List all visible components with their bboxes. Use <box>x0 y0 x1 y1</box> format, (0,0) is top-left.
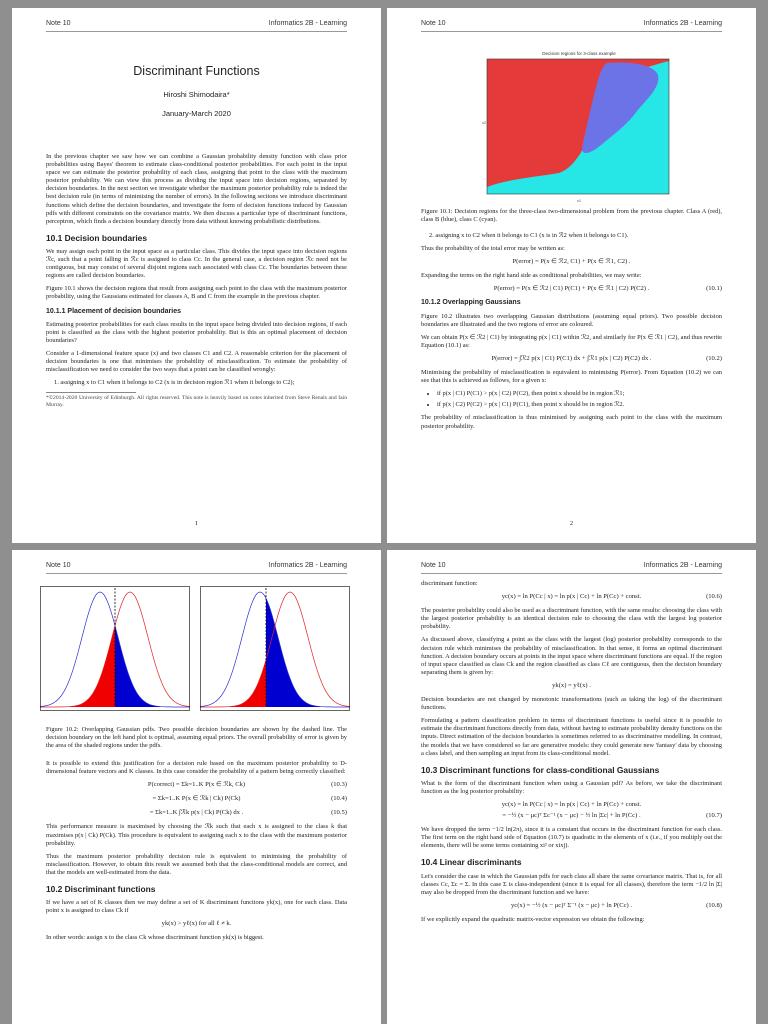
equation-10-2 <box>421 355 722 363</box>
paragraph: What is the form of the discriminant function when using a Gaussian pdf? As before, we take the discriminant function as the log posterior probability: <box>421 779 722 795</box>
equation-10-1 <box>421 285 722 293</box>
header-rule <box>421 573 722 574</box>
list-item: 1. assigning x to C1 when it belongs to C2 (x is in decision region ℛ1 when it belongs to C2); <box>54 379 295 387</box>
header-course: Informatics 2B - Learning <box>643 562 722 569</box>
paragraph: Consider a 1-dimensional feature space (x) and two classes C1 and C2. A reasonable criterion for the placement of decision boundaries is one that minimises the probability of misclassification. To estimate the probability of misclassification we need to consider the two ways that a point can be classified wrongly: <box>46 349 347 374</box>
section-heading: 10.4 Linear discriminants <box>421 857 522 868</box>
header-note: Note 10 <box>421 20 446 27</box>
section-heading: 10.2 Discriminant functions <box>46 884 156 895</box>
page-3 <box>12 550 381 1024</box>
page-header <box>421 20 722 32</box>
page-4-body <box>421 580 722 929</box>
paragraph: Let's consider the case in which the Gaussian pdfs for each class all share the same covariance matrix. That is, for all classes Cc, Σc = Σ. In this case Σ is class-independent (since it is equal for all classes), therefore the term −1/2 ln |Σ| may also be dropped from the discriminant function and we have: <box>421 872 722 896</box>
error-region-red <box>200 660 266 707</box>
paragraph: Decision boundaries are not changed by monotonic transformations (such as taking the log) of the discriminant functions. <box>421 696 722 712</box>
paragraph: We can obtain P(x ∈ ℛ2 | C1) by integrating p(x | C1) within ℛ2, and similarly for P(x ∈ ℛ1 | C2), and thus rewrite Equation (10.1) as: <box>421 333 722 349</box>
decision-regions-figure <box>479 44 679 204</box>
equation-number: (10.2) <box>706 354 722 362</box>
header-note: Note 10 <box>421 562 446 569</box>
page-2-body <box>421 208 722 436</box>
equation-body: yk(x) > yℓ(x) for all ℓ ≠ k. <box>161 920 232 928</box>
author: Hiroshi Shimodaira* <box>163 90 230 99</box>
paragraph: This performance measure is maximised by choosing the ℛk such that each x is assigned to the class k that maximises p(x | Ck) P(Ck). This procedure is equivalent to assigning each x to the class with the maximum posterior probability. <box>46 823 347 847</box>
date: January-March 2020 <box>162 109 231 118</box>
paragraph: We have dropped the term −1/2 ln(2π), since it is a constant that occurs in the discriminant function for each class. The first term on the right hand side of Equation (10.7) is quadratic in the elements of x (i.e., if you multiply out the elements, there will be some terms containing xi² or xixj). <box>421 826 722 850</box>
equation-body: yc(x) = ln P(Cc | x) = ln p(x | Cc) + ln P(Cc) + const. <box>501 593 642 601</box>
paragraph: If we have a set of K classes then we may define a set of K discriminant functions yk(x), one for each class. Data point x is assigned to class Ck if <box>46 899 347 915</box>
paragraph: Estimating posterior probabilities for each class results in the input space being divided into decision regions, if each point is classified as the class with the highest posterior probability. But is this an optimal placement of decision boundaries? <box>46 320 347 344</box>
equation-10-7-line-1 <box>421 801 722 809</box>
list-item: 2. assigning x to C2 when it belongs to C1 (x is in ℛ2 when it belongs to C1). <box>429 232 629 239</box>
figure-caption: Figure 10.2: Overlapping Gaussian pdfs. Two possible decision boundaries are shown by the dashed line. The decision boundary on the left hand plot is optimal, assuming equal priors. The overall probability of error is given by the area of the shaded regions under the pdfs. <box>46 726 347 749</box>
header-rule <box>46 31 347 32</box>
equation-number: (10.5) <box>331 809 347 817</box>
figure-caption: Figure 10.1: Decision regions for the three-class two-dimensional problem from the previous chapter. Class A (red), class B (blue), class C (cyan). <box>421 208 722 223</box>
equation-body: P(error) = P(x ∈ ℛ2 | C1) P(C1) + P(x ∈ ℛ1 | C2) P(C2) . <box>493 285 650 293</box>
right-plot <box>200 587 350 711</box>
equation-body: = Σk=1..K ∫ℛk p(x | Ck) P(Ck) dx . <box>149 809 244 817</box>
bullet-item: • if p(x | C2) P(C2) > p(x | C1) P(C1), then point x should be in region ℛ2. <box>437 401 722 409</box>
page-1-body <box>46 153 347 409</box>
equation-body: = −½ (x − μc)ᵀ Σc⁻¹ (x − μc) − ½ ln |Σc| + ln P(Cc) . <box>502 812 641 820</box>
bullet-item: • if p(x | C1) P(C1) > p(x | C2) P(C2), then point x should be in region ℛ1; <box>437 390 722 398</box>
overlapping-gaussians-figure <box>40 586 352 716</box>
page-header <box>46 20 347 32</box>
page-1 <box>12 8 381 543</box>
equation-body: yc(x) = ln P(Cc | x) = ln p(x | Cc) + ln P(Cc) + const. <box>501 800 642 808</box>
equation-number: (10.8) <box>706 901 722 909</box>
page-header <box>421 562 722 574</box>
y-axis-label: x2 <box>482 120 487 125</box>
left-plot <box>40 587 190 711</box>
equation-10-6 <box>421 593 722 601</box>
paragraph: Minimising the probability of misclassification is equivalent to minimising P(error). From Equation (10.2) we can see that this is achieved as follows, for a given x: <box>421 369 722 385</box>
header-course: Informatics 2B - Learning <box>268 562 347 569</box>
paragraph: It is possible to extend this justification for a decision rule based on the maximum posterior probability to D-dimensional feature vectors and K classes. In this case consider the probability of a pattern being correctly classified: <box>46 760 347 776</box>
header-note: Note 10 <box>46 20 71 27</box>
equation-10-7-line-2 <box>421 812 722 820</box>
equation-10-4 <box>46 795 347 803</box>
equation-number: (10.1) <box>706 285 722 293</box>
subsection-heading: 10.1.1 Placement of decision boundaries <box>46 307 181 315</box>
equation-number: (10.6) <box>706 593 722 601</box>
equation-number: (10.7) <box>706 812 722 820</box>
subsection-heading: 10.1.2 Overlapping Gaussians <box>421 299 521 307</box>
figure-title: Decision regions for 3-class example <box>542 51 616 56</box>
equation-body: P(error) = ∫ℛ2 p(x | C1) P(C1) dx + ∫ℛ1 p(x | C2) P(C2) dx . <box>491 354 652 362</box>
equation <box>421 682 722 690</box>
equation-10-3 <box>46 781 347 789</box>
paragraph: The posterior probability could also be used as a discriminant function, with the same results: choosing the class with the largest posterior probability is an identical decision rule to choosing the class with the largest log posterior probability. <box>421 607 722 631</box>
header-note: Note 10 <box>46 562 71 569</box>
paragraph: Figure 10.2 illustrates two overlapping Gaussian distributions (assuming equal priors). Two possible decision boundaries are illustrated and the two regions of error are coloured. <box>421 312 722 328</box>
header-rule <box>421 31 722 32</box>
equation-body: P(error) = P(x ∈ ℛ2, C1) + P(x ∈ ℛ1, C2) . <box>512 258 631 266</box>
equation-body: = Σk=1..K P(x ∈ ℛk | Ck) P(Ck) <box>152 795 241 803</box>
paragraph: If we explicitly expand the quadratic matrix-vector expression we obtain the following: <box>421 915 645 923</box>
intro-paragraph: In the previous chapter we saw how we can combine a Gaussian probability density function with class prior probabilities using Bayes' theorem to estimate class-conditional posterior probabilities. For each point in the input space we can estimate the posterior probability of each class, assigning that point to the class with the maximum posterior probability. We can view this process as dividing the input space into decision regions, separated by decision boundaries. In the next section we investigate whether the maximum posterior probability rule is indeed the best decision rule (in terms of minimising the number of errors). In the following sections we introduce discriminant functions which define the decision boundaries, and investigate the form of decision functions induced by Gaussian pdfs with different constraints on the covariance matrix. We then discuss a particular type of discriminant functions, perceptron, which finds a decision boundary directly from data without knowing probabilistic distributions. <box>46 153 347 225</box>
error-region-blue <box>266 598 350 707</box>
paragraph: In other words: assign x to the class Ck whose discriminant function yk(x) is biggest. <box>46 934 264 942</box>
page-number: 2 <box>569 520 574 527</box>
header-rule <box>46 573 347 574</box>
equation-number: (10.4) <box>331 795 347 803</box>
equation <box>421 258 722 266</box>
equation-number: (10.3) <box>331 781 347 789</box>
paragraph: Expanding the terms on the right hand side as conditional probabilities, we may write: <box>421 272 642 280</box>
page-3-body <box>46 726 347 948</box>
page-4 <box>387 550 756 1024</box>
equation-body: yk(x) = yℓ(x) . <box>552 681 591 689</box>
footnote-rule <box>46 392 136 393</box>
x-axis-label: x1 <box>576 198 582 203</box>
equation-10-8 <box>421 902 722 910</box>
page-number: 1 <box>194 520 199 527</box>
paragraph: discriminant function: <box>421 580 478 587</box>
equation <box>46 920 347 928</box>
paragraph: As discussed above, classifying a point as the class with the largest (log) posterior probability corresponds to the decision rule which minimises the probability of misclassification. In that sense, it forms an optimal discriminant function. A decision boundary occurs at points in the input space where discriminant functions are equal. If the region of input space classified as class Ck and the region classified as class Cℓ are contiguous, then the decision boundary separating them is given by: <box>421 636 722 676</box>
paragraph: Thus the probability of the total error may be written as: <box>421 245 565 253</box>
equation-10-5 <box>46 809 347 817</box>
section-heading: 10.1 Decision boundaries <box>46 232 147 243</box>
paragraph: The probability of misclassification is thus minimised by assigning each point to the class with the maximum posterior probability. <box>421 414 722 430</box>
equation-body: yc(x) = −½ (x − μc)ᵀ Σ⁻¹ (x − μc) + ln P(Cc) . <box>510 901 633 909</box>
header-course: Informatics 2B - Learning <box>268 20 347 27</box>
paragraph: Thus the maximum posterior probability decision rule is equivalent to minimising the probability of misclassification. However, to obtain this result we assumed both that the class-conditional models are correct, and that the models are well-estimated from the data. <box>46 852 347 876</box>
equation-body: P(correct) = Σk=1..K P(x ∈ ℛk, Ck) <box>147 781 246 789</box>
footnote: *©2014-2020 University of Edinburgh. All rights reserved. This note is heavily based on notes inherited from Steve Renals and Iain Murray. <box>46 395 347 409</box>
bullet-list <box>421 390 722 409</box>
header-course: Informatics 2B - Learning <box>643 20 722 27</box>
paragraph: Formulating a pattern classification problem in terms of discriminant functions is useful since it is possible to estimate the discriminant functions directly from data, without having to estimate probability density functions on the inputs. Direct estimation of the decision boundaries is sometimes referred to as discriminative modelling. In contrast, the models that we have considered so far are generative models: they could generate new 'fantasy' data by choosing a class label, and then sampling an input from its class-conditional model. <box>421 717 722 757</box>
section-heading: 10.3 Discriminant functions for class-conditional Gaussians <box>421 764 660 775</box>
paragraph: Figure 10.1 shows the decision regions that result from assigning each point to the class with the maximum posterior probability, using the Gaussians estimated for classes A, B and C from the example in the previous chapter. <box>46 285 347 301</box>
paragraph: We may assign each point in the input space as a particular class. This divides the input space into decision regions ℛc, such that a point falling in ℛc is assigned to class Cc. In the general case, a decision region ℛc need not be contiguous, but may consist of several disjoint regions each associated with class Cc. The boundaries between these regions are called decision boundaries. <box>46 247 347 280</box>
page-header <box>46 562 347 574</box>
page-2 <box>387 8 756 543</box>
document-title: Discriminant Functions <box>133 64 260 78</box>
